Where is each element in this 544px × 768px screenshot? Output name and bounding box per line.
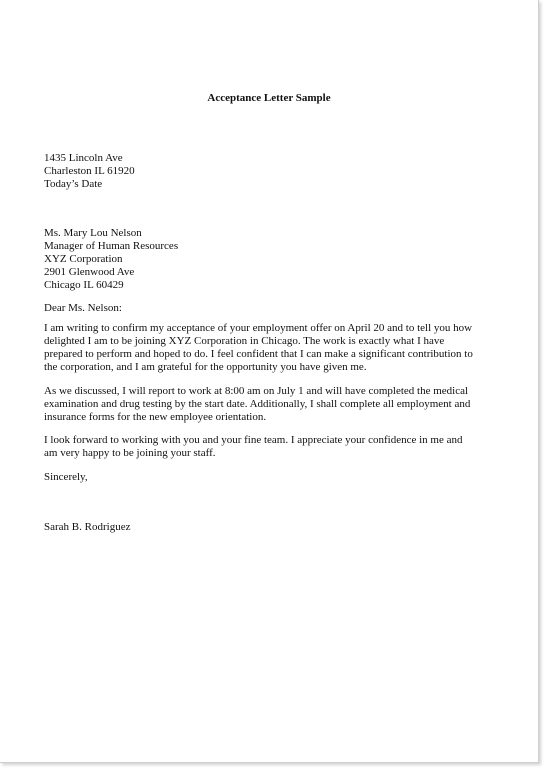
sender-city: Charleston IL 61920	[44, 165, 135, 177]
paragraph-line: examination and drug testing by the start date. Additionally, I shall complete all employment and	[44, 398, 471, 410]
letter-date: Today’s Date	[44, 178, 103, 190]
recipient-company: XYZ Corporation	[44, 253, 123, 265]
body-paragraph-1	[44, 322, 504, 374]
salutation: Dear Ms. Nelson:	[44, 302, 122, 314]
paragraph-line: am very happy to be joining your staff.	[44, 447, 216, 459]
signature-name: Sarah B. Rodriguez	[44, 521, 131, 533]
paragraph-line: delighted I am to be joining XYZ Corporation in Chicago. The work is exactly what I have	[44, 335, 445, 347]
recipient-title: Manager of Human Resources	[44, 240, 179, 252]
paragraph-line: I am writing to confirm my acceptance of your employment offer on April 20 and to tell you how	[44, 322, 473, 334]
paragraph-line: I look forward to working with you and your fine team. I appreciate your confidence in me and	[44, 434, 463, 446]
paragraph-line: the corporation, and I am grateful for the opportunity you have given me.	[44, 361, 367, 373]
body-paragraph-2	[44, 385, 504, 424]
paragraph-line: insurance forms for the new employee orientation.	[44, 411, 267, 423]
recipient-street: 2901 Glenwood Ave	[44, 266, 135, 278]
document-title: Acceptance Letter Sample	[207, 92, 331, 104]
sender-address	[44, 152, 504, 191]
closing: Sincerely,	[44, 471, 88, 483]
sender-street: 1435 Lincoln Ave	[44, 152, 123, 164]
recipient-address	[44, 227, 504, 292]
body-paragraph-3	[44, 434, 504, 460]
recipient-city: Chicago IL 60429	[44, 279, 124, 291]
paragraph-line: prepared to perform and hoped to do. I feel confident that I can make a significant contribution to	[44, 348, 473, 360]
paragraph-line: As we discussed, I will report to work at 8:00 am on July 1 and will have completed the medical	[44, 385, 469, 397]
recipient-name: Ms. Mary Lou Nelson	[44, 227, 142, 239]
